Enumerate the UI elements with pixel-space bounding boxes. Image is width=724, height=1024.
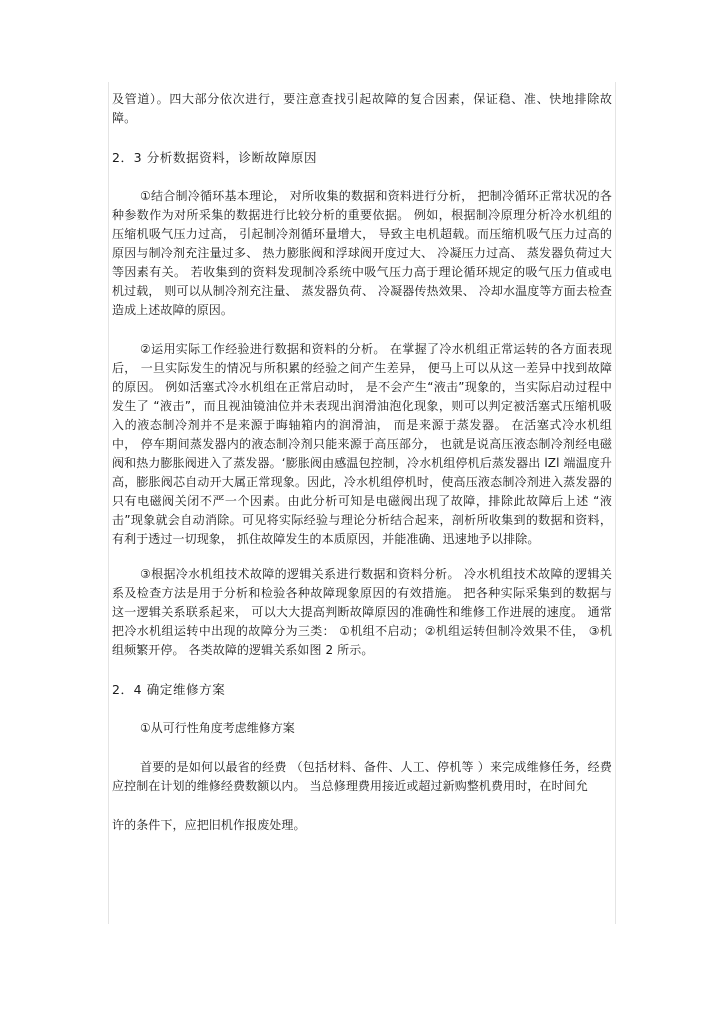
section-2-4-subheading: ①从可行性角度考虑维修方案 [140,721,295,735]
document-page [108,82,616,924]
section-2-3-paragraph-2: ②运用实际工作经验进行数据和资料的分析。 在掌握了冷水机组正常运转的各方面表现后， 一旦实际发生的情况与所积累的经验之间产生差异， 便马上可以从这一差异中找到故障的原因。 例如活塞式冷水机组在正常启动时， 是不会产生“液击”现象的，当实际启动过程中发生了 “液击”，而且视油镜油位并未表现出润滑油泡化现象，则可以判定被活塞式压缩机吸入的液态制冷剂并不是来源于晦轴箱内的润滑油， 而是来源于蒸发器。 在活塞式冷水机组中， 停车期间蒸发器内的液态制冷剂只能来源于高压部分， 也就是说高压液态制冷剂经电磁阀和热力膨胀阀进入了蒸发器。‘膨胀阀由感温包控制，冷水机组停机后蒸发器出 lZl 端温度升高，膨胀阀芯自动开大属正常现象。因此，冷水机组停机时，使高压液态制冷剂进入蒸发器的只有电磁阀关闭不严一个因素。由此分析可知是电磁阀出现了故障，排除此故障后上述 “液击”现象就会自动消除。可见将实际经验与理论分析结合起来，剖析所收集到的数据和资料， 有利于透过一切现象， 抓住故障发生的本质原因，并能准确、迅速地予以排除。 [112,342,612,546]
section-2-3-paragraph-1: ①结合制冷循环基本理论， 对所收集的数据和资料进行分析， 把制冷循环正常状况的各种参数作为对所采集的数据进行比较分析的重要依据。 例如，根据制冷原理分析冷水机组的压缩机吸气压力过高， 引起制冷剂循环量增大， 导致主电机超载。而压缩机吸气压力过高的原因与制冷剂充注量过多、 热力膨胀阀和浮球阀开度过大、 冷凝压力过高、 蒸发器负荷过大等因素有关。 若收集到的资料发现制冷系统中吸气压力高于理论循环规定的吸气压力值或电机过载， 则可以从制冷剂充注量、 蒸发器负荷、 冷凝器传热效果、 冷却水温度等方面去检查造成上述故障的原因。 [112,189,612,317]
section-2-4-heading: 2．4 确定维修方案 [112,682,226,697]
intro-paragraph: 及管道）。四大部分依次进行，要注意查找引起故障的复合因素，保证稳、准、快地排除故障。 [112,92,612,125]
section-2-4-paragraph-2: 许的条件下，应把旧机作报废处理。 [112,818,306,832]
section-2-4-paragraph-1: 首要的是如何以最省的经费 （包括材料、备件、人工、停机等 ）来完成维修任务，经费应控制在计划的维修经费数额以内。 当总修理费用接近或超过新购整机费用时，在时间允 [112,760,612,793]
section-2-3-paragraph-3: ③根据冷水机组技术故障的逻辑关系进行数据和资料分析。 冷水机组技术故障的逻辑关系及检查方法是用于分析和检验各种故障现象原因的有效措施。 把各种实际采集到的数据与这一逻辑关系联系起来， 可以大大提高判断故障原因的准确性和维修工作进展的速度。 通常把冷水机组运转中出现的故障分为三类： ①机组不启动；②机组运转但制冷效果不佳， ③机组频繁开停。 各类故障的逻辑关系如图 2 所示。 [112,567,612,657]
section-2-3-heading: 2．3 分析数据资料，诊断故障原因 [112,150,318,165]
